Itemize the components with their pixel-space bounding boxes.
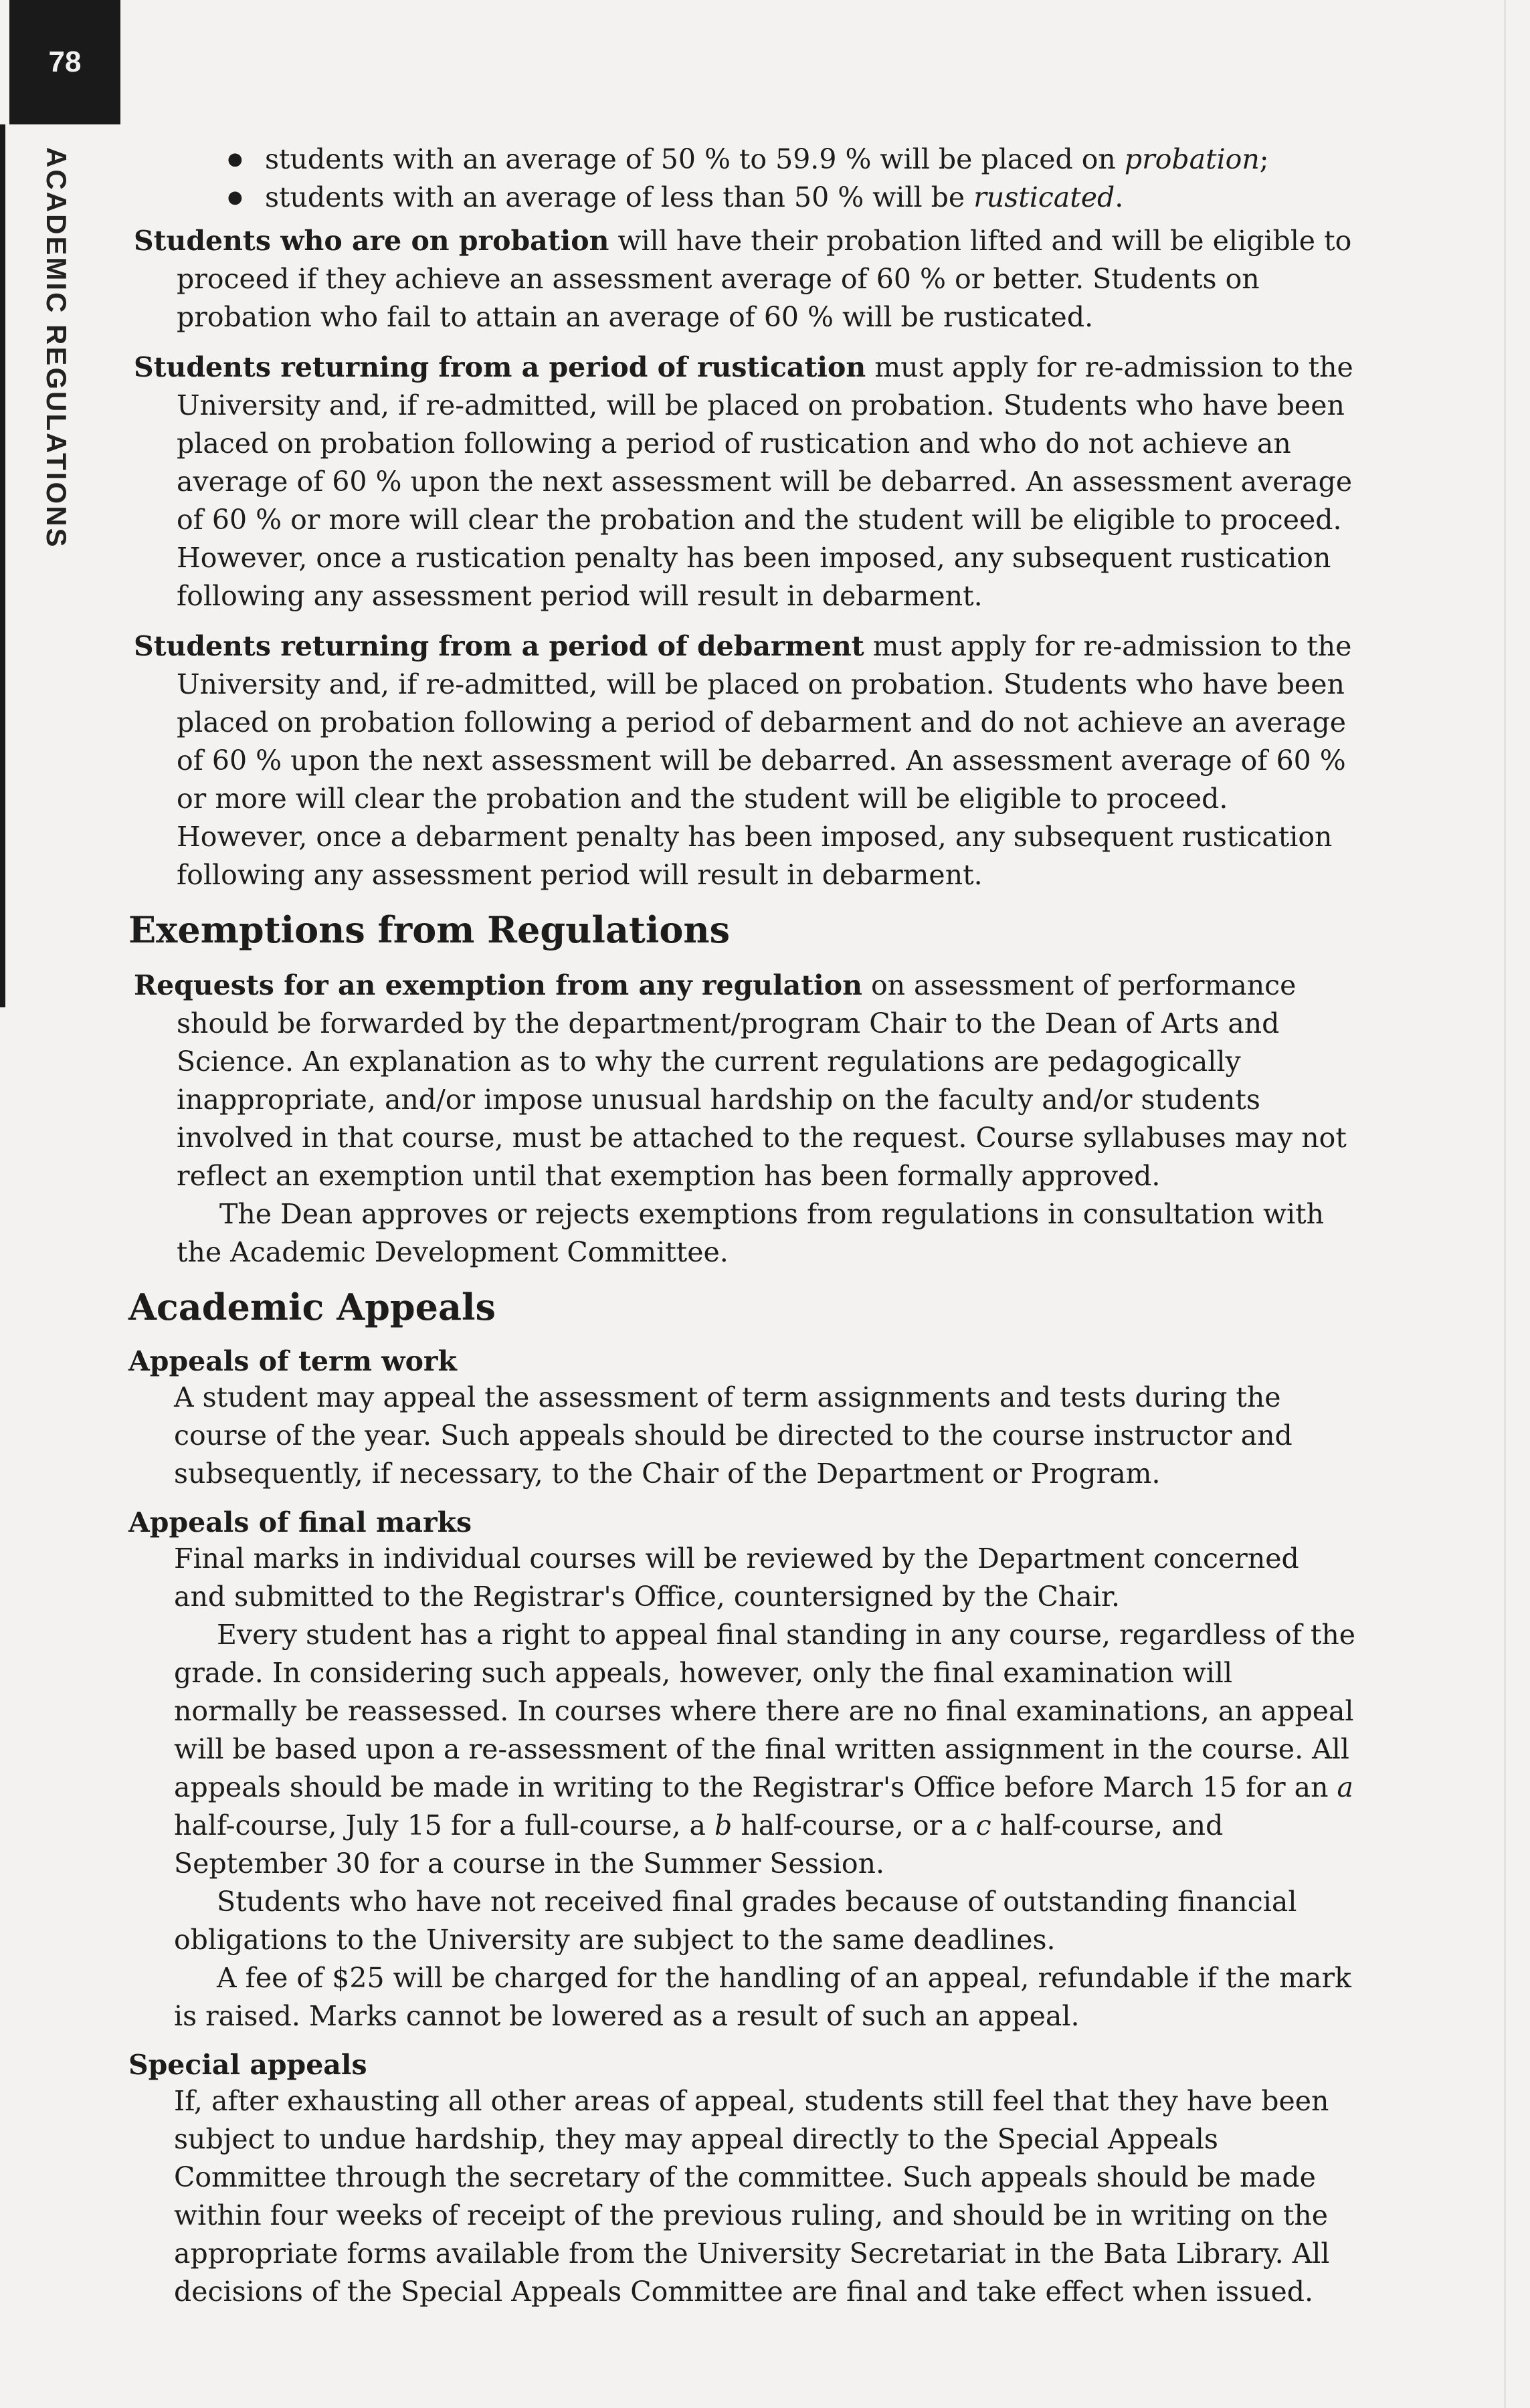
bullet-list [227, 140, 1358, 217]
page-content [128, 140, 1358, 2323]
final-marks-heading: Appeals of final marks [128, 1506, 472, 1538]
final-marks-p1: Final marks in individual courses will be reviewed by the Department concerned and submitted to the Registrar's Office, countersigned by the Chair. [174, 1542, 1299, 1613]
bullet-item: ● students with an average of 50 % to 59.9 % will be placed on probation; [227, 140, 1358, 179]
special-appeals-heading: Special appeals [128, 2049, 367, 2081]
binder-edge [1504, 0, 1506, 2408]
final-marks-p3: Students who have not received final grades because of outstanding financial obligations to the University are subject to the same deadlines. [174, 1886, 1297, 1956]
final-marks-p2: Every student has a right to appeal final standing in any course, regardless of the grade. In considering such appeals, however, only the final examination will normally be reassessed. In courses where there are no final examinations, an appeal will be based upon a re-assessment of the final written assignment in the course. All appeals should be made in writing to the Registrar's Office before March 15 for an a half-course, July 15 for a full-course, a b half-course, or a c half-course, and September 30 for a course in the Summer Session. [174, 1619, 1356, 1880]
final-marks-p4: A fee of $25 will be charged for the handling of an appeal, refundable if the mark is raised. Marks cannot be lowered as a result of such an appeal. [174, 1962, 1351, 2032]
bullet-item: ● students with an average of less than 50 % will be rusticated. [227, 179, 1358, 217]
special-appeals-paragraph: If, after exhausting all other areas of appeal, students still feel that they have been subject to undue hardship, they may appeal directly to the Special Appeals Committee through the secretary of the committee. Such appeals should be made within four weeks of receipt of the previous ruling, and should be in writing on the appropriate forms available from the University Secretariat in the Bata Library. All decisions of the Special Appeals Committee are final and take effect when issued. [174, 2085, 1330, 2308]
exemptions-heading: Exemptions from Regulations [128, 908, 731, 951]
debarment-paragraph: Students returning from a period of debarment must apply for re-admission to the University and, if re-admitted, will be placed on probation. Students who have been placed on probation following a period of debarment and do not achieve an average of 60 % upon the next assessment will be debarred. An assessment average of 60 % or more will clear the probation and the student will be eligible to proceed. However, once a debarment penalty has been imposed, any subsequent rustication following any assessment period will result in debarment. [134, 630, 1352, 891]
exemptions-paragraph: Requests for an exemption from any regulation on assessment of performance should be forwarded by the department/program Chair to the Dean of Arts and Science. An explanation as to why the current regulations are pedagogically inappropriate, and/or impose unusual hardship on the faculty and/or students involved in that course, must be attached to the request. Course syllabuses may not reflect an exemption until that exemption has been formally approved. [134, 969, 1347, 1192]
academic-appeals-heading: Academic Appeals [128, 1286, 496, 1328]
page-number: 78 [9, 0, 120, 124]
side-bar-line [0, 124, 5, 1007]
final-marks-body [174, 1540, 1358, 2035]
section-side-title: ACADEMIC REGULATIONS [41, 147, 72, 549]
term-work-heading: Appeals of term work [128, 1345, 457, 1377]
probation-paragraph: Students who are on probation will have their probation lifted and will be eligible to proceed if they achieve an assessment average of 60 % or better. Students on probation who fail to attain an average of 60 % will be rusticated. [134, 225, 1352, 333]
rustication-paragraph: Students returning from a period of rustication must apply for re-admission to the University and, if re-admitted, will be placed on probation. Students who have been placed on probation following a period of rustication and who do not achieve an average of 60 % upon the next assessment will be debarred. An assessment average of 60 % or more will clear the probation and the student will be eligible to proceed. However, once a rustication penalty has been imposed, any subsequent rustication following any assessment period will result in debarment. [134, 351, 1353, 612]
exemptions-dean-paragraph: The Dean approves or rejects exemptions from regulations in consultation with the Academic Development Committee. [177, 1198, 1325, 1268]
term-work-paragraph: A student may appeal the assessment of term assignments and tests during the course of the year. Such appeals should be directed to the course instructor and subsequently, if necessary, to the Chair of the Department or Program. [174, 1381, 1293, 1490]
